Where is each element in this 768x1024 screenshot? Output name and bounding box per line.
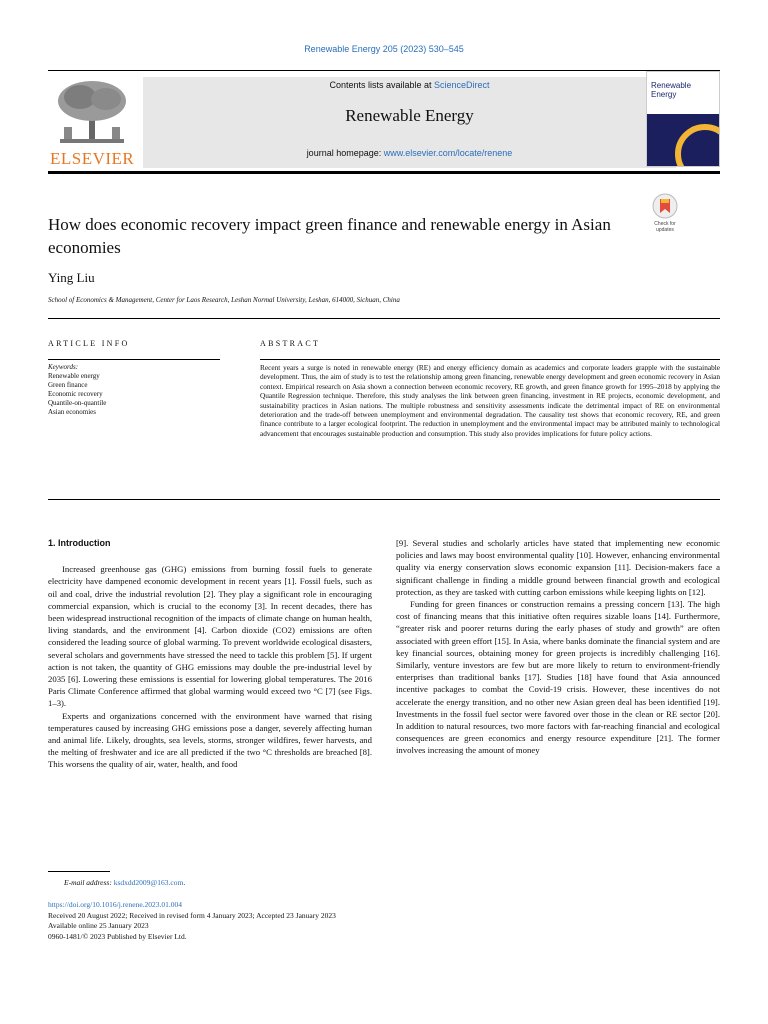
contents-line [143,80,676,90]
author-email-link[interactable]: ksdxdd2009@163.com [113,878,184,887]
cover-artwork [647,114,720,166]
email-suffix: . [183,878,186,887]
abstract-heading: ABSTRACT [260,339,321,348]
check-updates-icon [652,193,678,219]
keywords-block [48,363,106,417]
body-paragraph: Experts and organizations concerned with the environment have warned that rising temperatures caused by increasing GHG emissions pose a danger, severely affecting human and animal life. Likely, droughts, sea levels, storms, stronger wildfires, fewer harvests, and the melting of freshwater and ice are all predicted if the two °C thresholds are breached [8]. This worsens the quality of air, water, health, and food [48,710,372,770]
body-paragraph: Funding for green finances or construction remains a pressing concern [13]. The high cost of financing means that this initiative often requires sizable loans [14]. Furthermore, “greater risk and poorer returns during the early phases of study and growth” are often associated with green effort [15]. In Asia, where banks dominate the financial system and are key financial sources, obtaining money for green projects is incredibly challenging [16]. Similarly, venture investors are few but are more likely to return to environment-friendly enterprises than traditional banks [17]. Studies [18] have found that Asia announced incentive packages to combat the Covid-19 crisis. However, these incentives do not accelerate the energy transition, and no other new Asian green deal has been identified [19]. Investments in the fossil fuel sector were favored over those in the clean or RE sector [20]. In addition to natural resources, two more factors with far-reaching financial and ecological consequences are green economics and energy resource expenditure [21]. The former involves increasing the amount of money [396,599,720,756]
article-metadata [48,900,336,942]
keyword-item: Quantile-on-quantile [48,399,107,407]
doi-link[interactable]: https://doi.org/10.1016/j.renene.2023.01.004 [48,900,183,909]
keyword-item: Asian economies [48,408,97,416]
journal-cover-thumbnail[interactable] [646,71,720,167]
homepage-prefix: journal homepage: [306,148,384,158]
keyword-item: Economic recovery [48,390,103,398]
elsevier-tree-icon [52,77,132,149]
body-column-right [396,537,720,757]
journal-citation-link[interactable]: Renewable Energy 205 (2023) 530–545 [304,44,464,54]
abstract-text: Recent years a surge is noted in renewable energy (RE) and energy efficiency domain as academics and corporate leaders grapple with the sustainable development. Thus, the aim of study is to test the relationship among green financing, renewable energy development and green economic recovery in Asian context. Empirical research on Asia shown a connection between economic recovery, RE growth, and green finance growth for 1995–2018 by applying the Quantile Regression technique. Therefore, this study analyses the link between green financing, investment in RE projects, economic development, and sustainability practices in Asian nations. The multiple robustness and sensitivity assessments indicate the detrimental impact of RE on environmental deterioration and the trade-off between unemployment and environmental degradation. The causality test shows that economic recovery, RE, and green finance contribute to a larger ecological footprint. The reduction in unemployment and the environmental impact may be attributed mainly to technological advancement that encourages sustainable production and consumption. This study also provides implications for future policy actions. [260,363,720,438]
journal-homepage-link[interactable]: www.elsevier.com/locate/renene [383,148,513,158]
check-updates-label: Check for updates [654,221,676,233]
keyword-item: Renewable energy [48,372,100,380]
contents-prefix: Contents lists available at [329,80,435,90]
check-for-updates-badge[interactable] [647,193,683,233]
article-title: How does economic recovery impact green finance and renewable energy in Asian economies [48,215,611,257]
email-label: E-mail address: [64,878,114,887]
copyright-line: 0960-1481/© 2023 Published by Elsevier Ltd. [48,931,187,941]
homepage-line [143,148,676,158]
email-footnote [64,878,185,887]
body-paragraph: [9]. Several studies and scholarly articles have stated that implementing new economic policies and laws may boost environmental quality [10]. However, enhancing environmental quality via energy conservation slows economic expansion [11]. Decision-makers face a significant challenge in finding a middle ground between financial growth and ecological protection, as they are tasked with cutting carbon emissions while keeping lights on [12]. [396,538,720,597]
body-column-left [48,537,372,771]
article-info-divider [48,359,220,360]
section-heading-introduction: 1. Introduction [48,538,111,548]
author-affiliation: School of Economics & Management, Center for Laos Research, Leshan Normal University, Leshan, 614000, Sichuan, China [48,296,400,304]
footnote-divider [48,871,110,872]
sciencedirect-link[interactable]: ScienceDirect [434,80,490,90]
journal-info-panel [143,77,676,168]
keyword-item: Green finance [48,381,88,389]
abstract-bottom-divider [48,499,720,500]
journal-name: Renewable Energy [345,106,474,125]
keywords-label: Keywords: [48,363,79,371]
author-name: Ying Liu [48,270,95,285]
journal-masthead [48,70,720,174]
abstract-divider [260,359,720,360]
available-online: Available online 25 January 2023 [48,921,149,930]
header-divider [48,318,720,319]
body-paragraph: Increased greenhouse gas (GHG) emissions from burning fossil fuels to generate electricity have dampened economic development in recent years [1]. Fossil fuels, such as oil and coal, drive the industrial revolution [2]. They play a significant role in encouraging commercial expansion, which is crucial to the economy [3]. In recent decades, there has been widespread instructional recognition of the impacts of climate change on human health, living standards, and the environment [4]. Carbon dioxide (CO2) emissions are often considered the leading source of global warming. To prevent worldwide ecological disasters, several scholars and governments have stressed the need to tackle this problem [5]. If urgent action is not taken, the quantity of GHG emissions may double the pre-industrial level by 2035 [6]. Lowering these emissions is essential for lowering global temperatures. The 2016 Paris Climate Conference affirmed that global warming would exceed two °C [7] (see Figs. 1–3). [48,564,372,709]
elsevier-logo[interactable] [48,77,140,169]
cover-title: Renewable Energy [651,81,692,99]
received-dates: Received 20 August 2022; Received in revised form 4 January 2023; Accepted 23 January 2023 [48,910,336,920]
elsevier-wordmark: ELSEVIER [50,149,135,168]
article-info-heading: ARTICLE INFO [48,339,130,348]
